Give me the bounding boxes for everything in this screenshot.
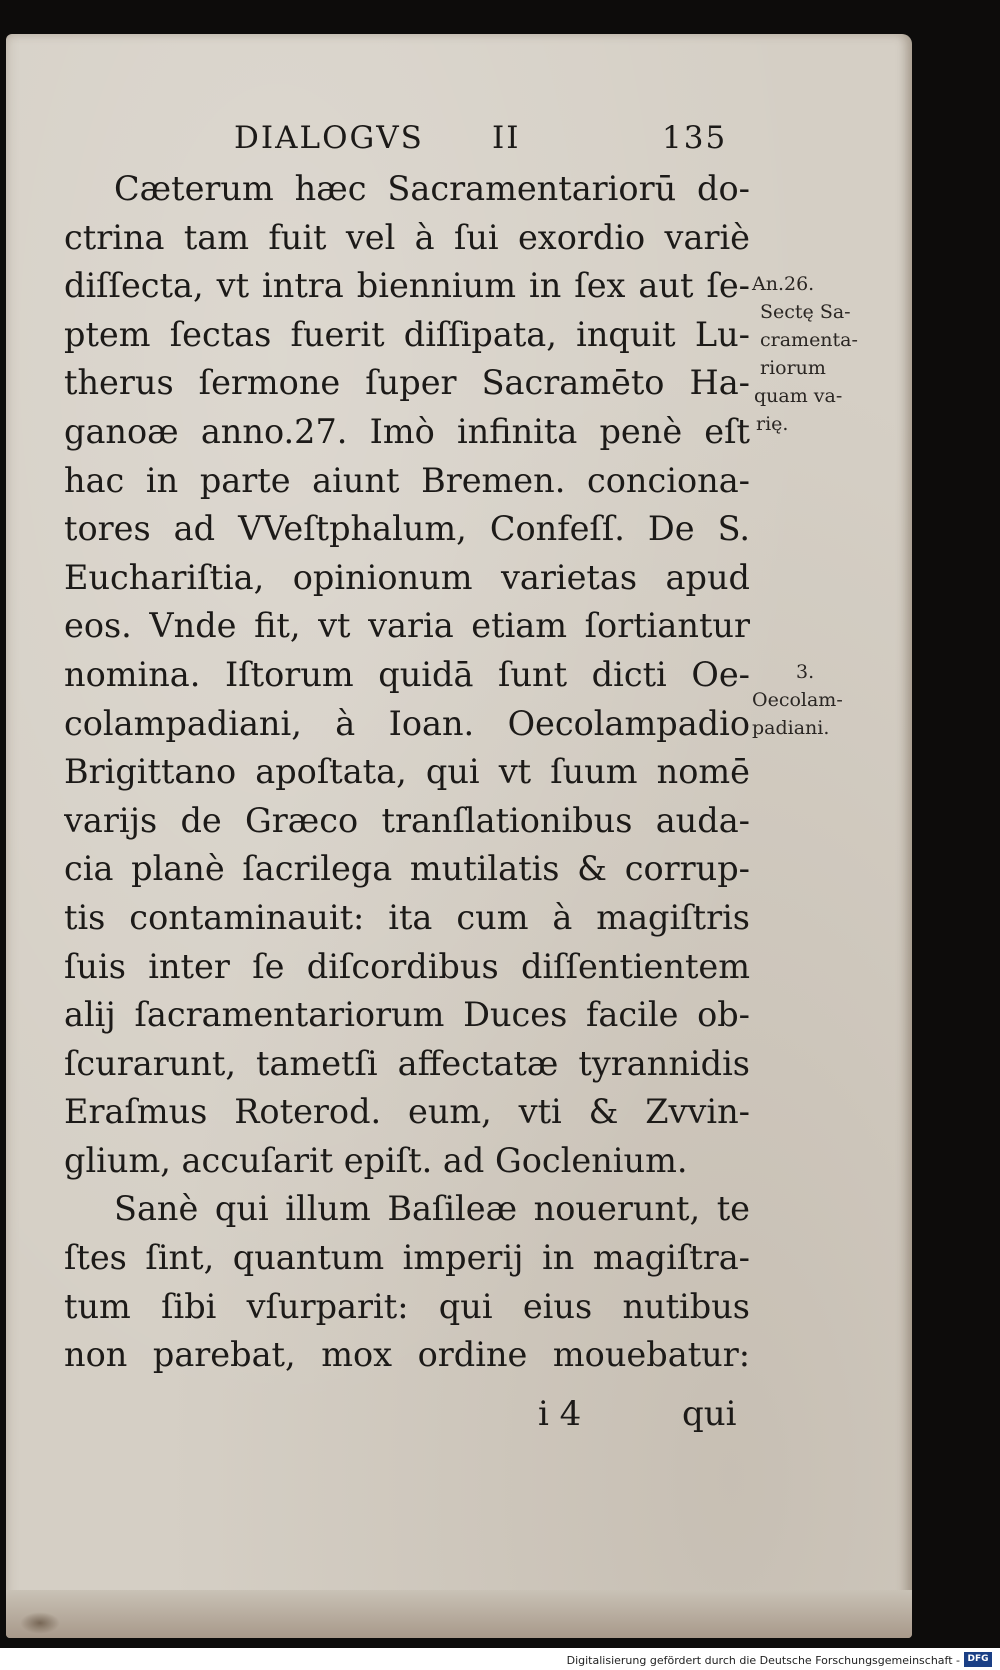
catchword: qui — [682, 1394, 737, 1434]
margin-note-line: An.26. — [752, 273, 815, 295]
text-line: ctrina tam fuit vel à ſui exordio variè — [64, 217, 750, 257]
margin-note-line: 3. — [796, 661, 815, 683]
text-line: diſſecta, vt intra biennium in ſex aut ſe- — [64, 266, 750, 306]
dfg-logo: DFG — [964, 1652, 992, 1667]
margin-note-line: riorum — [760, 357, 826, 379]
text-line: tum ſibi vſurparit: qui eius nutibus — [64, 1286, 750, 1326]
running-title: DIALOGVS — [234, 120, 424, 156]
text-line: colampadiani, à Ioan. Oecolampadio — [64, 703, 750, 743]
text-line: ſuis inter ſe diſcordibus diſſentientem — [64, 946, 750, 986]
catchword-line — [0, 1394, 1000, 1442]
text-line: tis contaminauit: ita cum à magiſtris — [64, 897, 750, 937]
margin-note-line: rię. — [756, 413, 789, 435]
running-header — [0, 120, 1000, 160]
text-line: hac in parte aiunt Bremen. conciona- — [64, 460, 750, 500]
text-line: tores ad VVeſtphalum, Confeſſ. De S. — [64, 509, 750, 549]
page-stain — [20, 1612, 60, 1634]
text-line: ſcurarunt, tametſi affectatæ tyrannidis — [64, 1043, 750, 1083]
text-line: ptem ſectas fuerit diſſipata, inquit Lu- — [64, 314, 750, 354]
digitization-footer — [0, 1648, 1000, 1670]
margin-note-line: cramenta- — [760, 329, 858, 351]
margin-note-oecolampadiani — [752, 658, 843, 742]
text-line: therus ſermone ſuper Sacramēto Ha- — [64, 363, 750, 403]
text-line: Brigittano apoſtata, qui vt ſuum nomē — [64, 752, 750, 792]
margin-note-sects — [752, 270, 858, 438]
text-line: Sanè qui illum Baſileæ nouerunt, te — [114, 1189, 750, 1229]
text-line: ſtes ſint, quantum imperij in magiſtra- — [64, 1238, 750, 1278]
page-bottom-edge — [6, 1590, 912, 1638]
text-line: glium, accuſarit epiſt. ad Goclenium. — [64, 1140, 688, 1180]
margin-note-line: padiani. — [752, 717, 830, 739]
text-line: nomina. Iſtorum quidā ſunt dicti Oe- — [64, 654, 750, 694]
text-line: cia planè ſacrilega mutilatis & corrup- — [64, 849, 750, 889]
text-line: Euchariſtia, opinionum varietas apud — [64, 557, 750, 597]
text-line: eos. Vnde fit, vt varia etiam ſortiantur — [64, 606, 750, 646]
text-line: Eraſmus Roterod. eum, vti & Zvvin- — [64, 1092, 750, 1132]
text-line: ganoæ anno.27. Imò infinita penè eſt — [64, 411, 750, 451]
main-text-block — [64, 165, 750, 1380]
margin-note-line: quam va- — [754, 385, 843, 407]
dialogue-number: II — [492, 120, 521, 156]
text-line: varijs de Græco tranſlationibus auda- — [64, 800, 750, 840]
margin-note-line: Oecolam- — [752, 689, 843, 711]
folio-number: 135 — [662, 120, 728, 156]
text-line: non parebat, mox ordine mouebatur: — [64, 1335, 750, 1375]
funding-credit: Digitalisierung gefördert durch die Deutsche Forschungsgemeinschaft - — [566, 1654, 960, 1667]
text-line: alij ſacramentariorum Duces facile ob- — [64, 995, 750, 1035]
signature-mark: i 4 — [538, 1394, 582, 1434]
text-line: Cæterum hæc Sacramentariorū do- — [114, 169, 750, 208]
margin-note-line: Sectę Sa- — [760, 301, 851, 323]
